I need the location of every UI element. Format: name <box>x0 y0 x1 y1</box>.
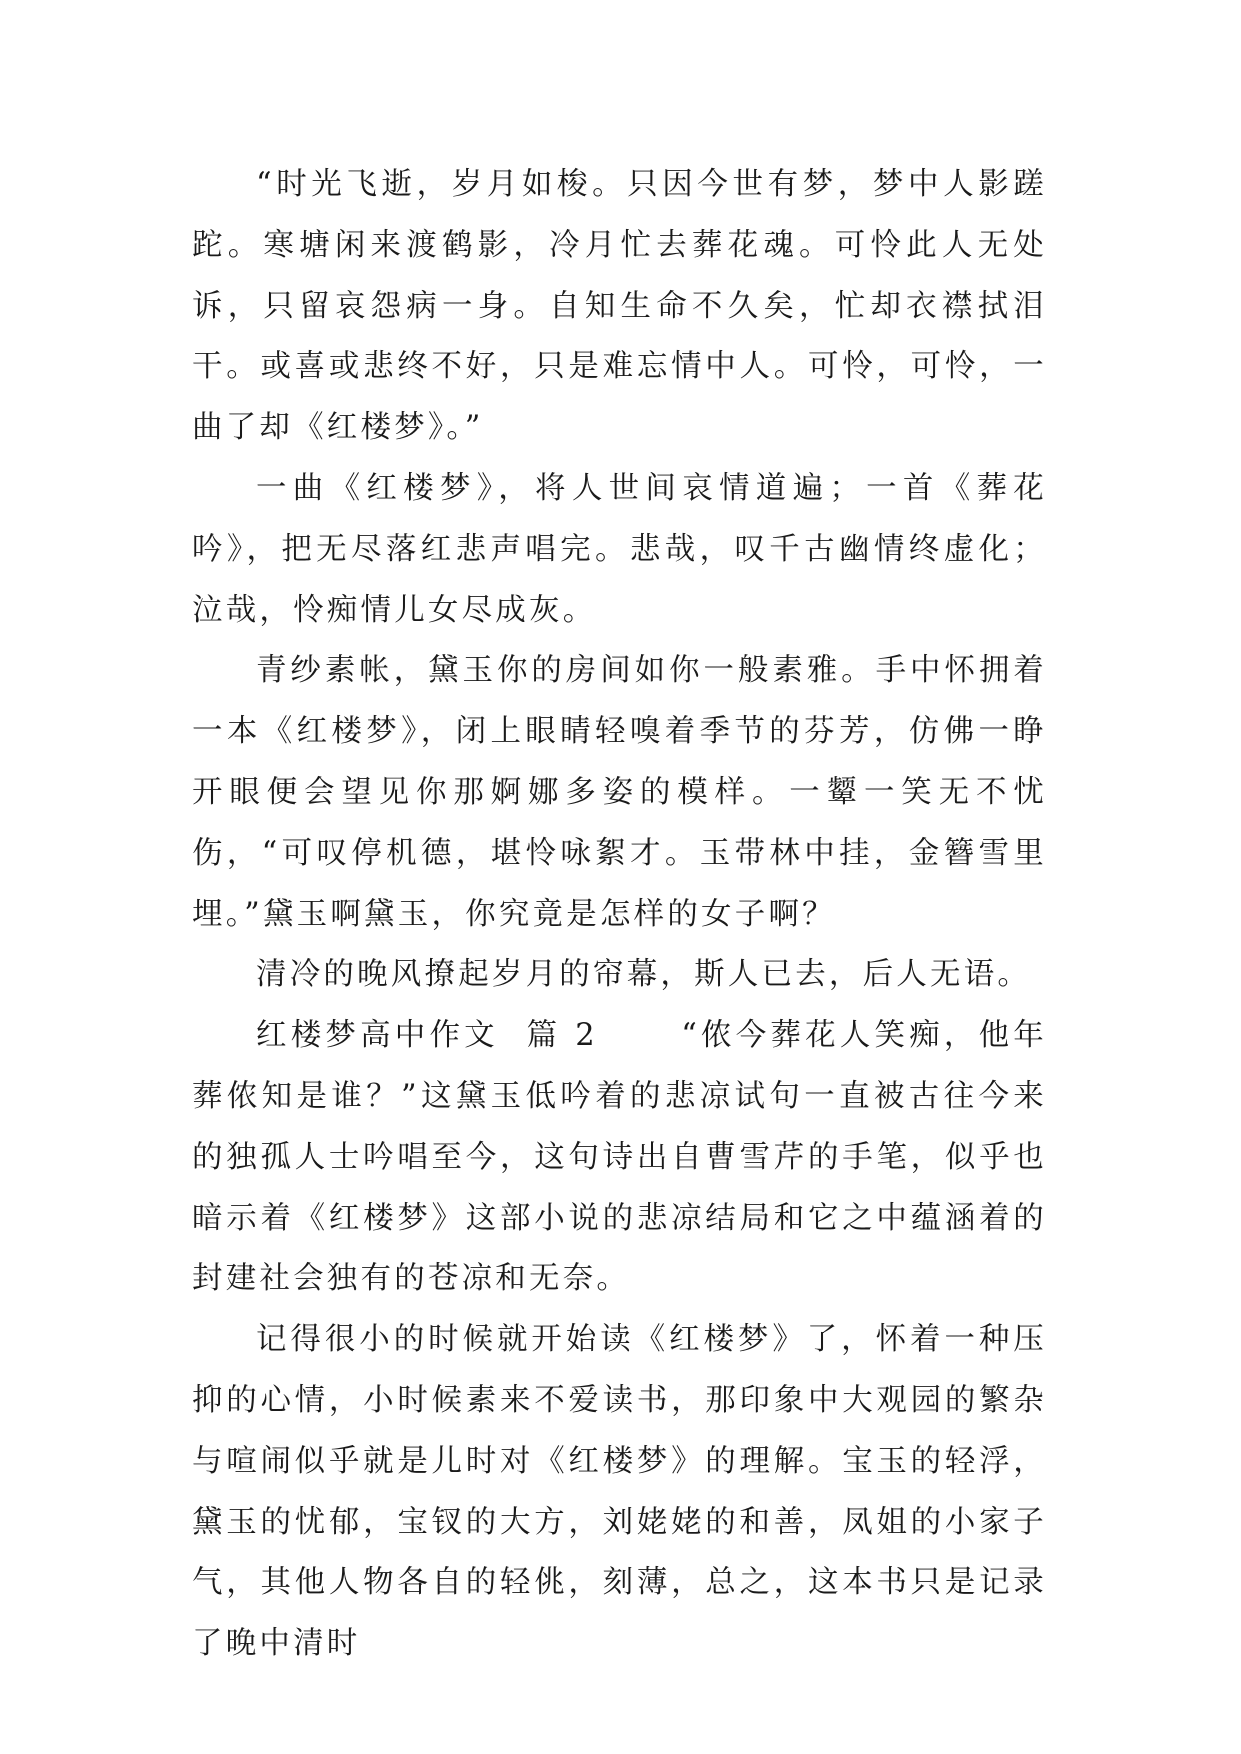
paragraph-1: “时光飞逝，岁月如梭。只因今世有梦，梦中人影蹉跎。寒塘闲来渡鹤影，冷月忙去葬花魂。可怜此人无处诉，只留哀怨病一身。自知生命不久矣，忙却衣襟拭泪干。或喜或悲终不好，只是难忘情中人。可怜，可怜，一曲了却《红楼梦》。” <box>192 167 1047 446</box>
paragraph-4: 清冷的晚风撩起岁月的帘幕，斯人已去，后人无语。 <box>256 957 1032 993</box>
paragraph-3: 青纱素帐，黛玉你的房间如你一般素雅。手中怀拥着一本《红楼梦》，闭上眼睛轻嗅着季节的芬芳，仿佛一睁开眼便会望见你那婀娜多姿的模样。一颦一笑无不忧伤，“可叹停机德，堪怜咏絮才。玉带林中挂，金簪雪里埋。”黛玉啊黛玉，你究竟是怎样的女子啊？ <box>192 653 1047 932</box>
essay-body <box>192 155 1047 1675</box>
paragraph-2: 一曲《红楼梦》，将人世间哀情道遍；一首《葬花吟》，把无尽落红悲声唱完。悲哉，叹千古幽情终虚化；泣哉，怜痴情儿女尽成灰。 <box>192 470 1047 628</box>
paragraph-6: 记得很小的时候就开始读《红楼梦》了，怀着一种压抑的心情，小时候素来不爱读书，那印象中大观园的繁杂与喧闹似乎就是儿时对《红楼梦》的理解。宝玉的轻浮，黛玉的忧郁，宝钗的大方，刘姥姥的和善，凤姐的小家子气，其他人物各自的轻佻，刻薄，总之，这本书只是记录了晚中清时 <box>192 1322 1047 1662</box>
paragraph-5-section-heading: 红楼梦高中作文 篇 2 “侬今葬花人笑痴，他年葬侬知是谁？”这黛玉低吟着的悲凉试句一直被古往今来的独孤人士吟唱至今，这句诗出自曹雪芹的手笔，似乎也暗示着《红楼梦》这部小说的悲凉结局和它之中蕴涵着的封建社会独有的苍凉和无奈。 <box>192 1018 1047 1297</box>
